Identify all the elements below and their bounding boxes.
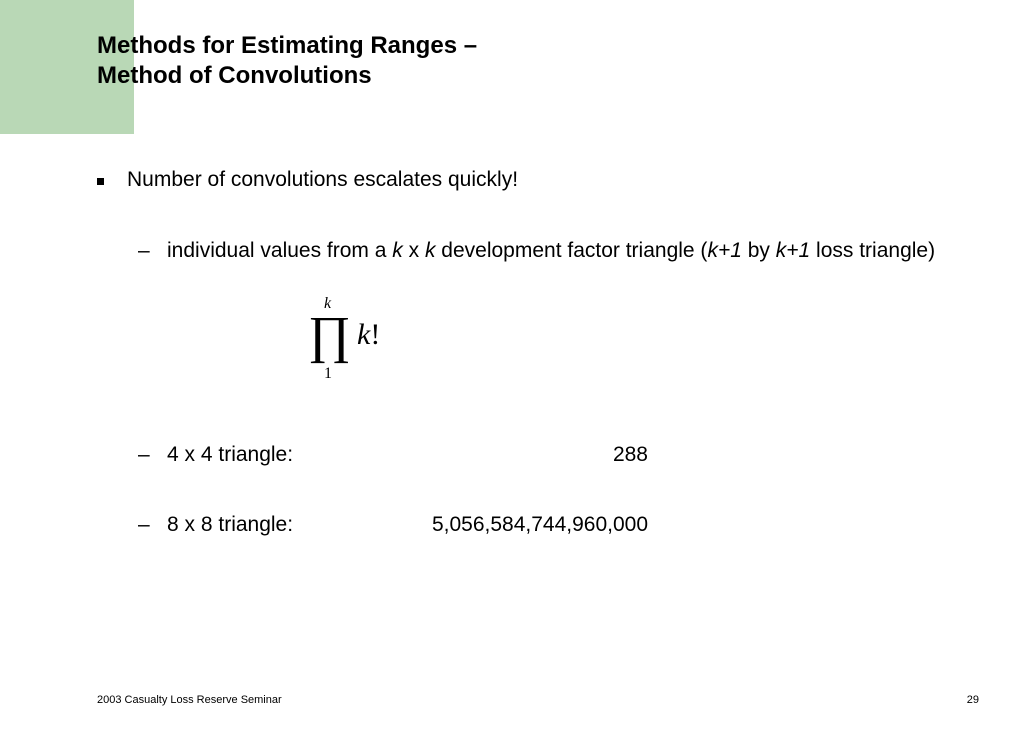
row-label: 4 x 4 triangle:	[167, 443, 294, 466]
slide-title-line-1: Methods for Estimating Ranges –	[97, 32, 478, 59]
page-number: 29	[966, 694, 979, 706]
slide-title	[97, 31, 477, 91]
footer-seminar-name: 2003 Casualty Loss Reserve Seminar	[97, 694, 282, 706]
formula-lower-limit: 1	[324, 365, 332, 382]
variable-k: k	[392, 239, 403, 262]
sub-bullet-individual-values	[138, 236, 978, 296]
main-bullet-text: Number of convolutions escalates quickly!	[127, 168, 519, 191]
text-fragment: x	[402, 239, 425, 262]
factorial-sign: !	[370, 318, 381, 351]
formula-upper-limit: k	[324, 295, 332, 312]
dash-bullet-icon: –	[138, 513, 150, 536]
row-value: 288	[612, 443, 648, 466]
variable-k-plus-1: k+1	[775, 239, 811, 262]
square-bullet-icon	[97, 178, 104, 185]
product-formula	[300, 292, 410, 392]
dash-bullet-icon: –	[138, 239, 150, 262]
formula-variable: k	[357, 318, 371, 351]
row-value: 5,056,584,744,960,000	[431, 513, 648, 536]
row-label: 8 x 8 triangle:	[167, 513, 294, 536]
text-fragment: individual values from a	[167, 239, 393, 262]
product-operator: ∏	[308, 307, 351, 364]
slide-title-line-2: Method of Convolutions	[97, 62, 372, 89]
formula-term	[357, 318, 380, 352]
sub-bullet-4x4	[138, 440, 658, 470]
text-fragment: development factor triangle (	[435, 239, 708, 262]
sub-bullet-text	[167, 236, 972, 265]
sub-bullet-8x8	[138, 510, 658, 540]
variable-k-plus-1: k+1	[707, 239, 742, 262]
dash-bullet-icon: –	[138, 443, 150, 466]
text-fragment: by	[741, 239, 776, 262]
text-fragment: loss triangle)	[810, 239, 936, 262]
variable-k: k	[424, 239, 436, 262]
